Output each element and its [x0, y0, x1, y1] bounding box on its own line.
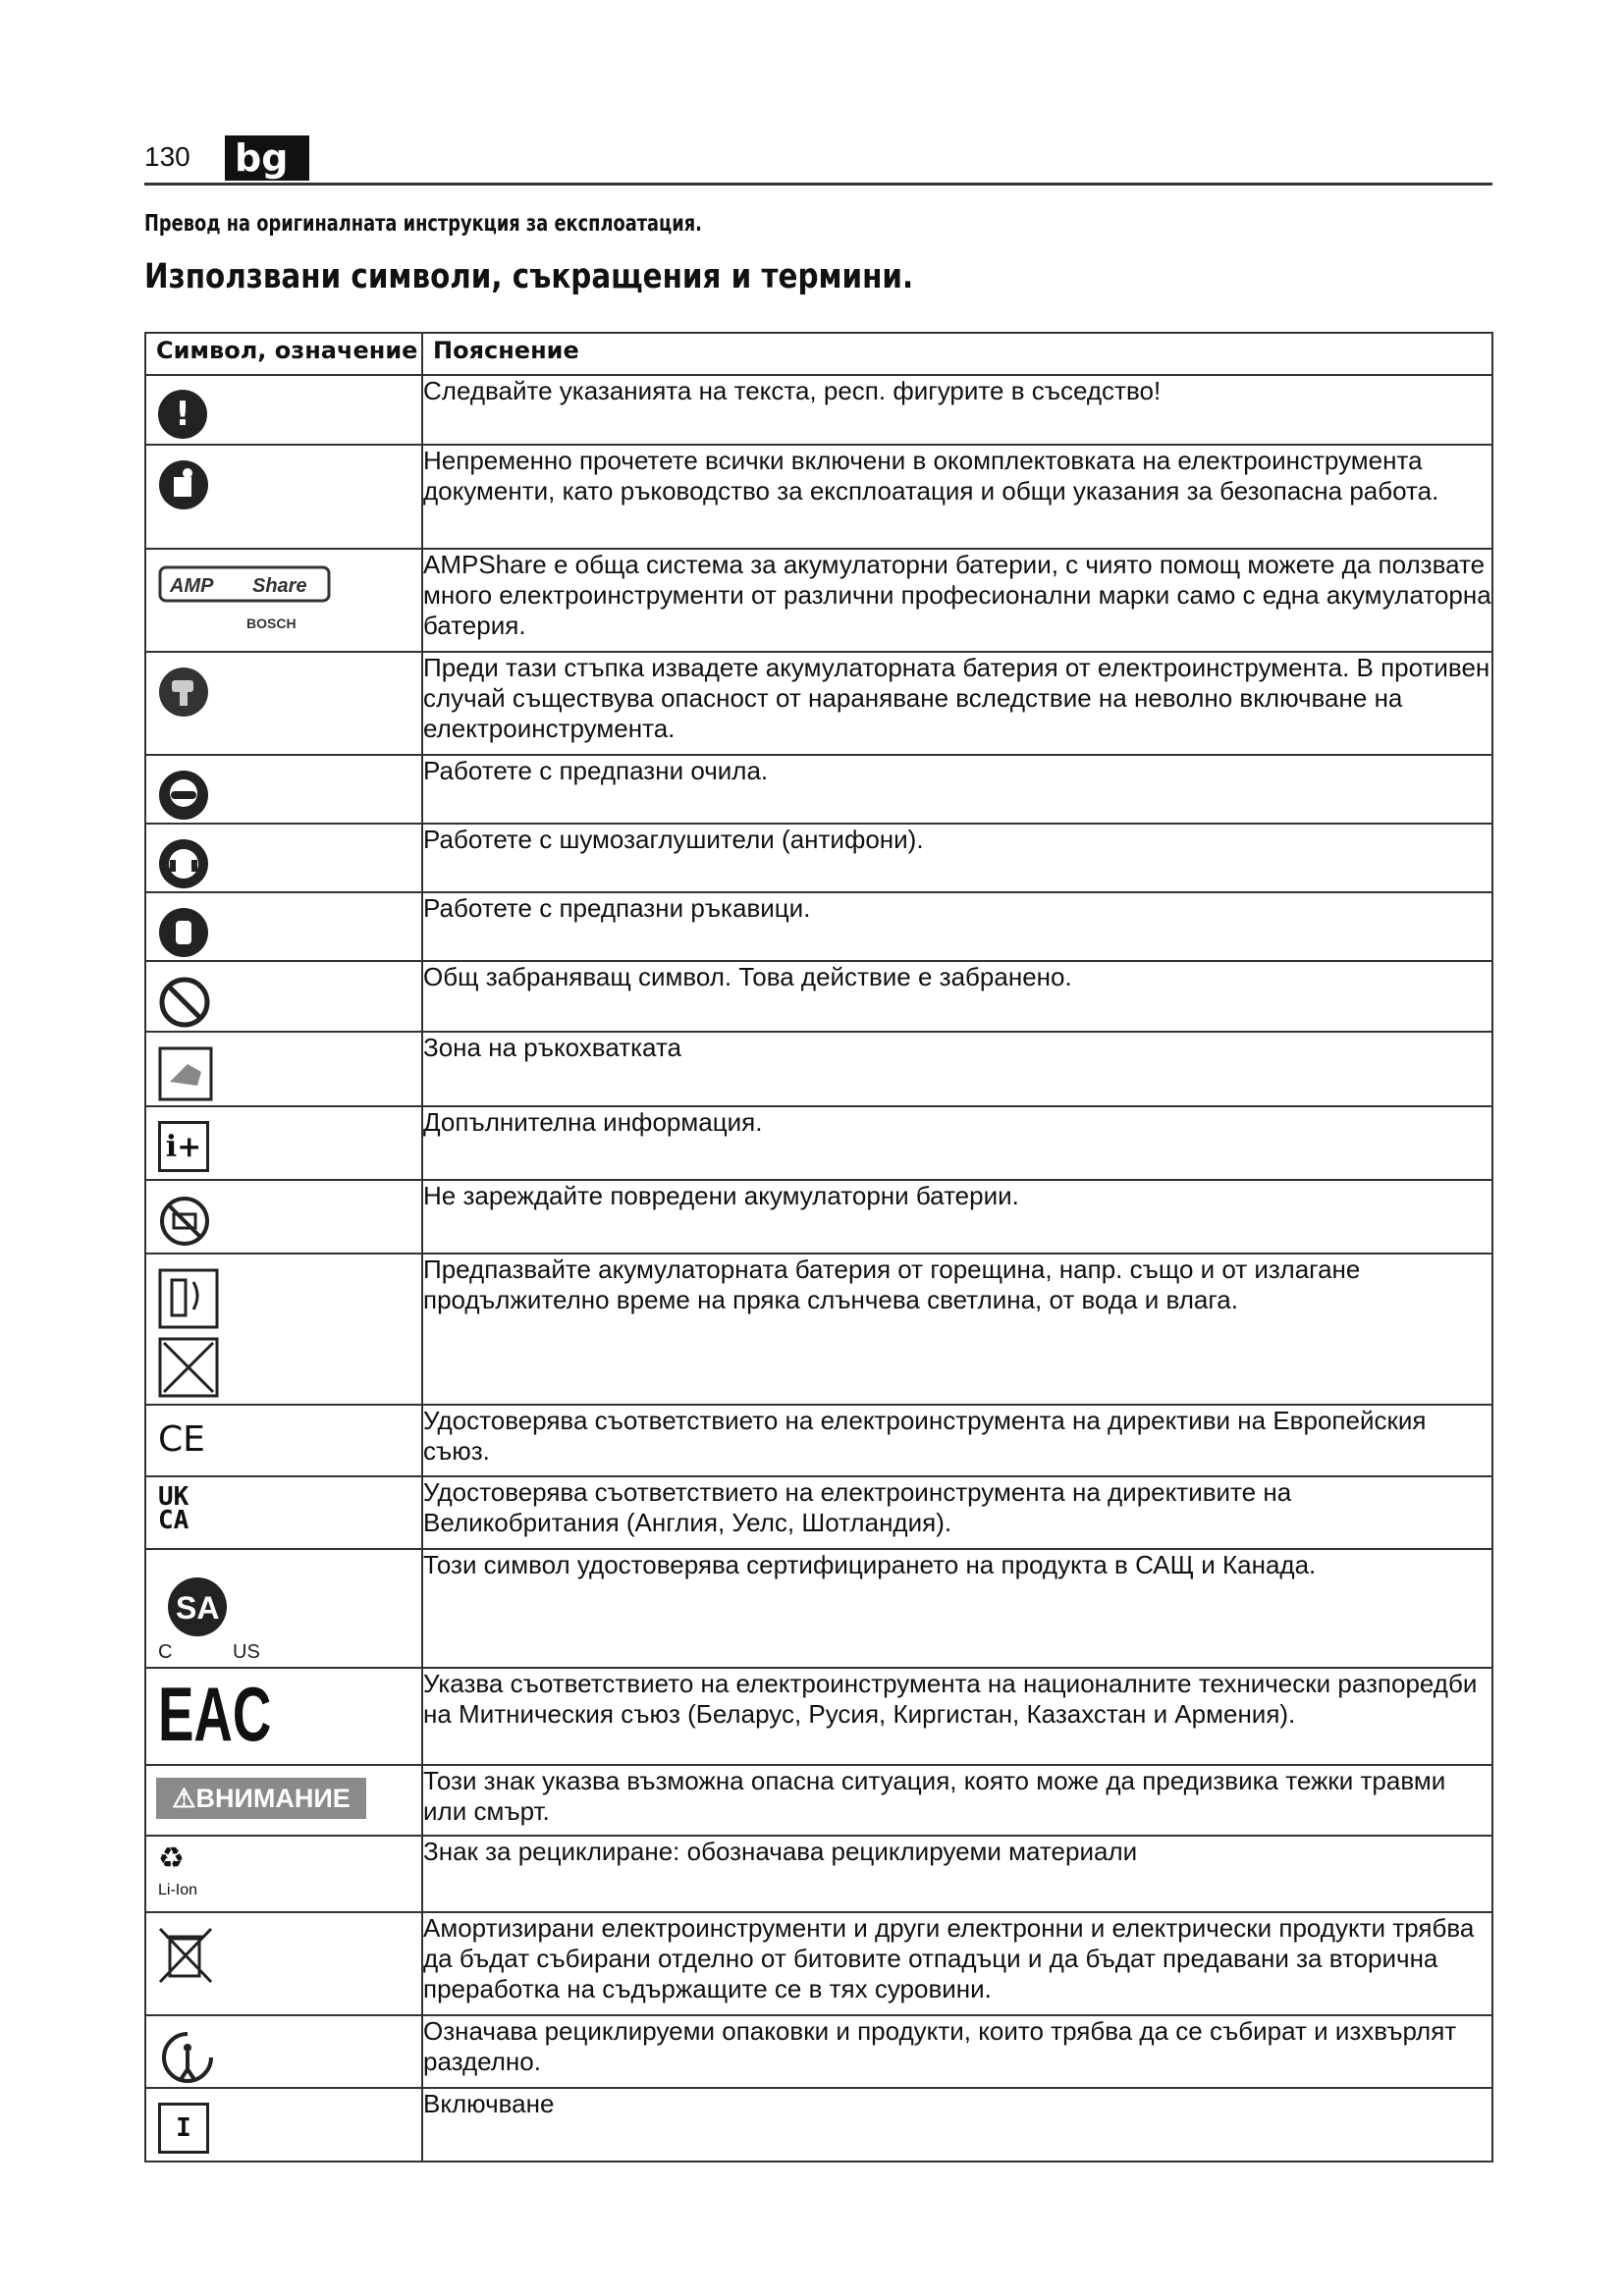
row-text: Допълнителна информация. — [422, 1106, 1492, 1180]
ukca-mark-icon: UK CA — [145, 1476, 422, 1549]
row-text: Работете с предпазни очила. — [422, 755, 1492, 824]
row-text: AMPShare е обща система за акумулаторни батерии, с чиято помощ можете да ползвате много електроинструменти от различни професионални марки само с една акумулаторна батерия. — [422, 549, 1492, 652]
table-row — [145, 755, 1492, 824]
warning-badge-icon: ⚠ ВНИМАНИЕ — [156, 1778, 366, 1819]
switch-on-icon: I — [158, 2103, 209, 2154]
remove-battery-icon — [158, 667, 209, 718]
table-row — [145, 1405, 1492, 1476]
safety-goggles-icon — [158, 770, 209, 821]
table-row — [145, 549, 1492, 652]
safety-gloves-icon — [158, 907, 209, 958]
recycling-liion-icon: ♻ Li-Ion — [145, 1836, 422, 1912]
row-text: Общ забраняващ символ. Това действие е забранено. — [422, 961, 1492, 1032]
row-text: Преди тази стъпка извадете акумулаторната батерия от електроинструмента. В противен случай съществува опасност от нараняване вследствие на неволно включване на електроинструмента. — [422, 652, 1492, 755]
language-badge: bg — [225, 135, 309, 181]
triman-icon — [158, 2030, 217, 2085]
table-row — [145, 1549, 1492, 1668]
table-header-row — [145, 333, 1492, 375]
csa-mark-icon — [158, 1564, 266, 1662]
table-row — [145, 892, 1492, 961]
table-row — [145, 824, 1492, 892]
table-row — [145, 1476, 1492, 1549]
svg-text:C: C — [158, 1641, 173, 1662]
table-row — [145, 1668, 1492, 1765]
row-text: Удостоверява съответствието на електроинструмента на директивите на Великобритания (Англия, Уелс, Шотландия). — [422, 1476, 1492, 1549]
table-row — [145, 375, 1492, 445]
page-number: 130 — [144, 141, 190, 172]
row-text: Непременно прочетете всички включени в окомплектовката на електроинструмента документи, като ръководство за експлоатация и общи указания за безопасна работа. — [422, 445, 1492, 549]
table-row — [145, 1912, 1492, 2015]
eac-mark-icon: EAC — [158, 1671, 272, 1757]
row-text: Удостоверява съответствието на електроинструмента на директиви на Европейския съюз. — [422, 1405, 1492, 1476]
row-text: Този символ удостоверява сертифицирането на продукта в САЩ и Канада. — [422, 1549, 1492, 1668]
table-row — [145, 961, 1492, 1032]
prohibition-icon — [158, 976, 211, 1029]
table-row — [145, 1106, 1492, 1180]
row-text: Амортизирани електроинструменти и други електронни и електрически продукти трябва да бъдат събирани отделно от битовите отпадъци и да бъдат предавани за вторична преработка на съдържащите се в тях суровини. — [422, 1912, 1492, 2015]
table-row — [145, 1254, 1492, 1405]
ear-protection-icon — [158, 838, 209, 889]
grip-zone-icon — [158, 1046, 213, 1101]
table-row — [145, 1180, 1492, 1254]
page-header — [144, 135, 1492, 186]
row-text: Означава рециклируеми опаковки и продукти, които трябва да се събират и изхвърлят разделно. — [422, 2015, 1492, 2088]
protect-battery-heat-water-icon — [158, 1268, 221, 1398]
no-charging-damaged-battery-icon — [158, 1195, 211, 1248]
row-text: Работете с предпазни ръкавици. — [422, 892, 1492, 961]
svg-text:AMP: AMP — [170, 575, 214, 597]
svg-text:Share: Share — [252, 575, 307, 597]
row-text: Указва съответствието на електроинструмента на националните технически разпоредби на Митническия съюз (Беларус, Русия, Киргистан, Казахстан и Армения). — [422, 1668, 1492, 1765]
row-text: Предпазвайте акумулаторната батерия от горещина, напр. също и от излагане продължително време на пряка слънчева светлина, от вода и влага. — [422, 1254, 1492, 1405]
table-row — [145, 445, 1492, 549]
table-row — [145, 652, 1492, 755]
svg-text:BOSCH: BOSCH — [246, 615, 297, 631]
document-subtitle: Превод на оригиналната инструкция за експлоатация. — [144, 211, 702, 237]
exclamation-icon: ! — [158, 390, 207, 439]
table-row — [145, 1836, 1492, 1912]
row-text: Зона на ръкохватката — [422, 1032, 1492, 1106]
info-plus-icon: i+ — [158, 1121, 209, 1172]
row-text: Този знак указва възможна опасна ситуация, която може да предизвика тежки травми или смърт. — [422, 1765, 1492, 1836]
ce-mark-icon: CE — [158, 1419, 205, 1460]
row-text: Знак за рециклиране: обозначава рециклируеми материали — [422, 1836, 1492, 1912]
page-title: Използвани символи, съкращения и термини. — [144, 257, 914, 296]
svg-text:SA: SA — [176, 1590, 220, 1626]
row-text: Следвайте указанията на текста, респ. фигурите в съседство! — [422, 375, 1492, 445]
ampshare-logo-icon — [158, 563, 335, 642]
read-manual-icon — [158, 459, 209, 510]
table-row — [145, 1765, 1492, 1836]
row-text: Работете с шумозаглушители (антифони). — [422, 824, 1492, 892]
table-row — [145, 2015, 1492, 2088]
table-row — [145, 1032, 1492, 1106]
column-header-symbol: Символ, означение — [145, 333, 422, 375]
row-text: Включване — [422, 2088, 1492, 2162]
table-row — [145, 2088, 1492, 2162]
row-text: Не зареждайте повредени акумулаторни батерии. — [422, 1180, 1492, 1254]
svg-text:US: US — [233, 1641, 260, 1662]
symbols-table — [144, 332, 1493, 2163]
crossed-bin-icon — [158, 1927, 213, 1986]
column-header-explanation: Пояснение — [422, 333, 1492, 375]
